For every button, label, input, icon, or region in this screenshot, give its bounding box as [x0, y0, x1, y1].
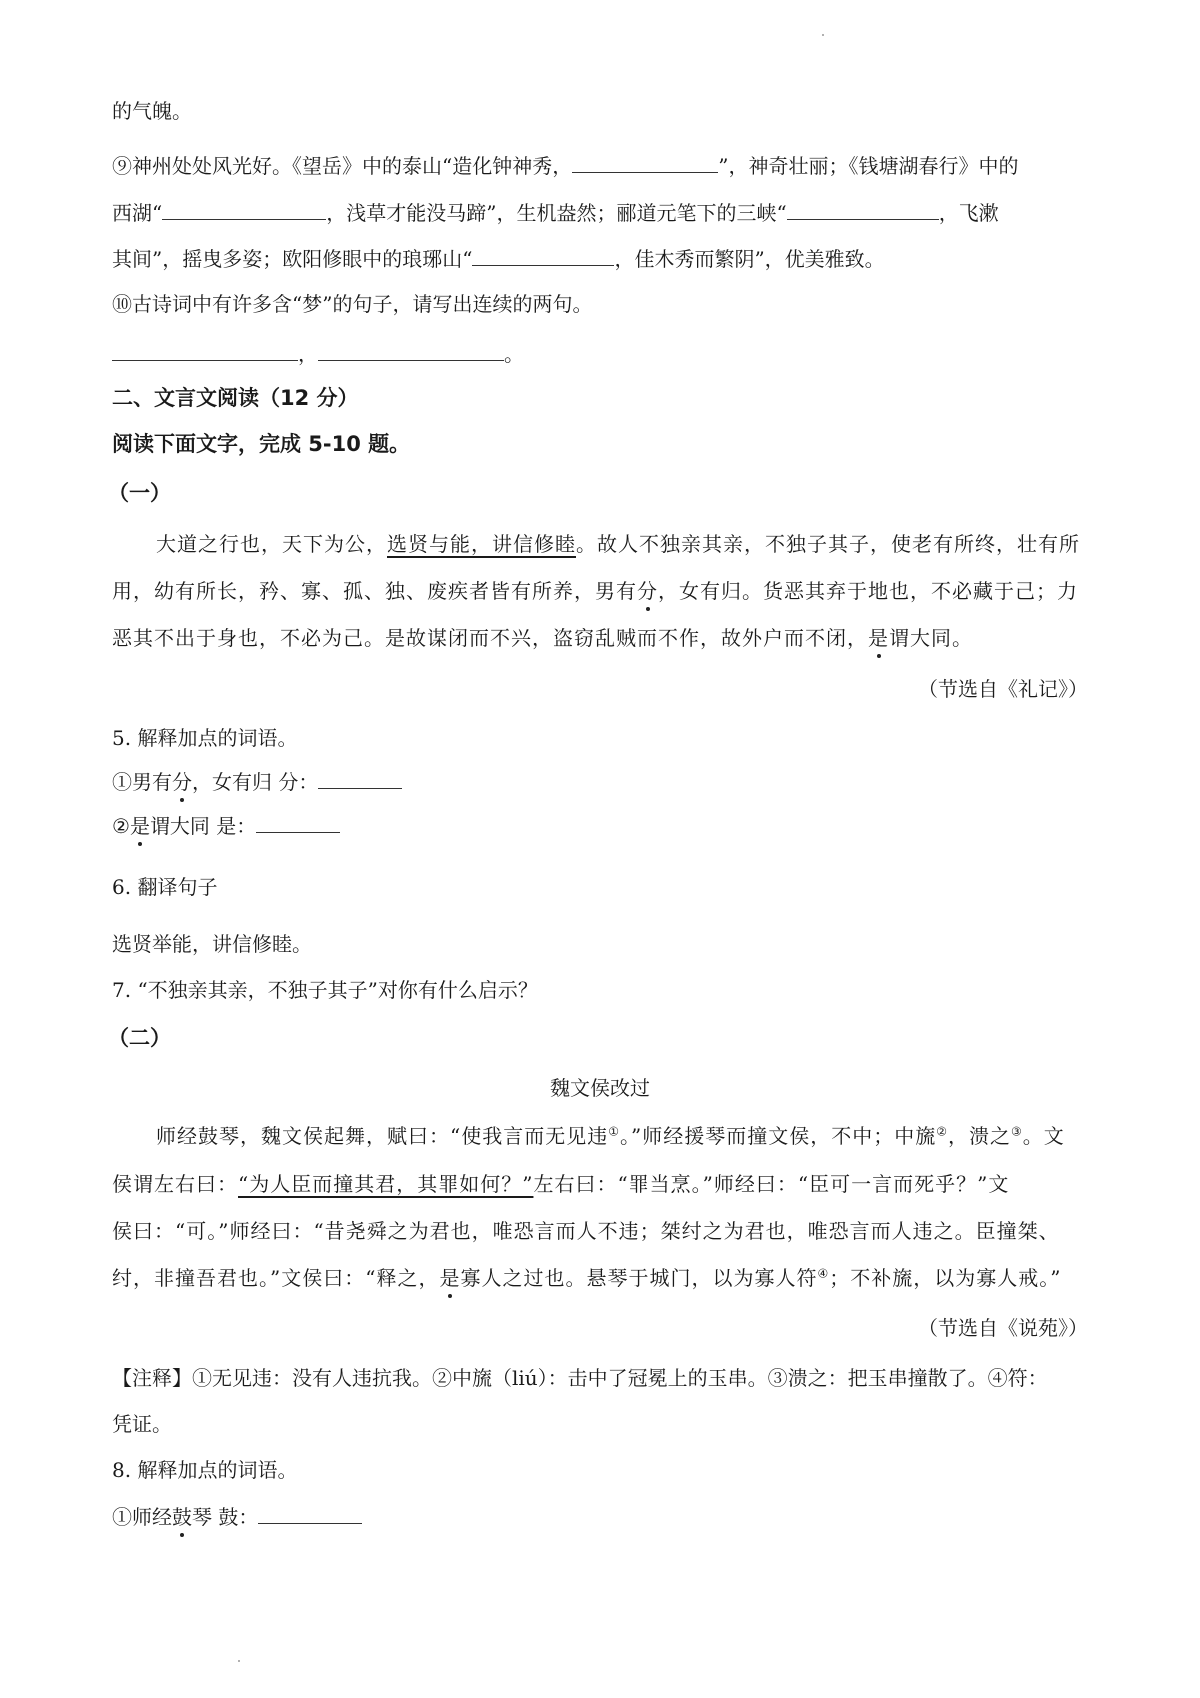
answer-blank[interactable]	[572, 150, 718, 173]
notes-line2: 凭证。	[112, 1412, 172, 1436]
passage2-line2: 侯谓左右曰：“为人臣而撞其君，其罪如何？”左右曰：“罪当烹。”师经曰：“臣可一言而死乎？”文	[112, 1172, 1010, 1196]
dotted-word: 是	[439, 1266, 461, 1290]
answer-blank[interactable]	[256, 810, 340, 833]
answer-blank[interactable]	[318, 338, 504, 361]
passage2-line3: 侯曰：“可。”师经曰：“昔尧舜之为君也，唯恐言而人不违；桀纣之为君也，唯恐言而人违之。臣撞桀、	[112, 1219, 1060, 1243]
q7-stem: 7. “不独亲其亲，不独子其子”对你有什么启示？	[112, 978, 538, 1002]
scan-speck	[822, 34, 824, 36]
answer-blank[interactable]	[258, 1501, 362, 1524]
passage1-line3: 恶其不出于身也，不必为己。是故谋闭而不兴，盗窃乱贼而不作，故外户而不闭，是谓大同。	[112, 626, 973, 650]
passage1-line2: 用，幼有所长，矜、寡、孤、独、废疾者皆有所养，男有分，女有归。货恶其弃于地也，不必藏于己；力	[112, 579, 1078, 603]
answer-blank[interactable]	[112, 338, 298, 361]
q5-stem: 5. 解释加点的词语。	[112, 726, 298, 750]
dotted-word: 鼓	[172, 1505, 192, 1529]
passage2-line1: 师经鼓琴，魏文侯起舞，赋曰：“使我言而无见违①。”师经援琴而撞文侯，不中；中旒②，溃之③。文	[156, 1124, 1065, 1148]
answer-blank[interactable]	[318, 766, 402, 789]
passage2-line4: 纣，非撞吾君也。”文侯曰：“释之，是寡人之过也。悬琴于城门，以为寡人符④；不补旒，以为寡人戒。”	[112, 1266, 1062, 1290]
q4-item9-line3: 其间”，摇曳多姿；欧阳修眼中的琅琊山“ ，佳木秀而繁阴”，优美雅致。	[112, 243, 885, 273]
dotted-word: 是	[868, 626, 889, 650]
notes-line1: 【注释】①无见违：没有人违抗我。②中旒（liú）：击中了冠冕上的玉串。③溃之：把玉串撞散了。④符：	[112, 1366, 1048, 1390]
q8-item1: ①师经鼓琴 鼓：	[112, 1501, 362, 1531]
dotted-word: 是	[129, 814, 150, 838]
text-line: 的气魄。	[112, 99, 192, 123]
passage1-source: （节选自《礼记》）	[918, 677, 1088, 701]
q4-item9-line1: ⑨神州处处风光好。《望岳》中的泰山“造化钟神秀， ”，神奇壮丽；《钱塘湖春行》中的	[112, 150, 1018, 180]
q4-item10-answer-line: ， 。	[112, 338, 524, 368]
q4-item9-line2: 西湖“ ，浅草才能没马蹄”，生机盎然；郦道元笔下的三峡“ ，飞漱	[112, 197, 999, 227]
part-label: （一）	[108, 481, 171, 505]
q4-item10-prompt: ⑩古诗词中有许多含“梦”的句子，请写出连续的两句。	[112, 292, 593, 316]
q5-item2: ②是谓大同 是：	[112, 810, 340, 840]
section-instruction: 阅读下面文字，完成 5-10 题。	[112, 432, 411, 456]
dotted-word: 分	[637, 579, 658, 603]
passage2-source: （节选自《说苑》）	[918, 1316, 1088, 1340]
answer-blank[interactable]	[787, 197, 939, 220]
underlined-sentence: 选贤与能，讲信修睦	[387, 532, 576, 556]
q6-stem: 6. 翻译句子	[112, 875, 218, 899]
underlined-sentence: “为人臣而撞其君，其罪如何？”	[238, 1172, 534, 1196]
section-title: 二、文言文阅读（12 分）	[112, 386, 359, 410]
q6-sentence: 选贤举能，讲信修睦。	[112, 932, 312, 956]
answer-blank[interactable]	[162, 197, 326, 220]
passage1-line1: 大道之行也，天下为公，选贤与能，讲信修睦。故人不独亲其亲，不独子其子，使老有所终，壮有所	[156, 532, 1080, 556]
scan-speck	[238, 1660, 240, 1662]
q5-item1: ①男有分，女有归 分：	[112, 766, 402, 796]
dotted-word: 分	[172, 770, 192, 794]
answer-blank[interactable]	[472, 243, 614, 266]
part-label: （二）	[108, 1026, 171, 1050]
q8-stem: 8. 解释加点的词语。	[112, 1458, 298, 1482]
passage2-title: 魏文侯改过	[550, 1076, 650, 1100]
